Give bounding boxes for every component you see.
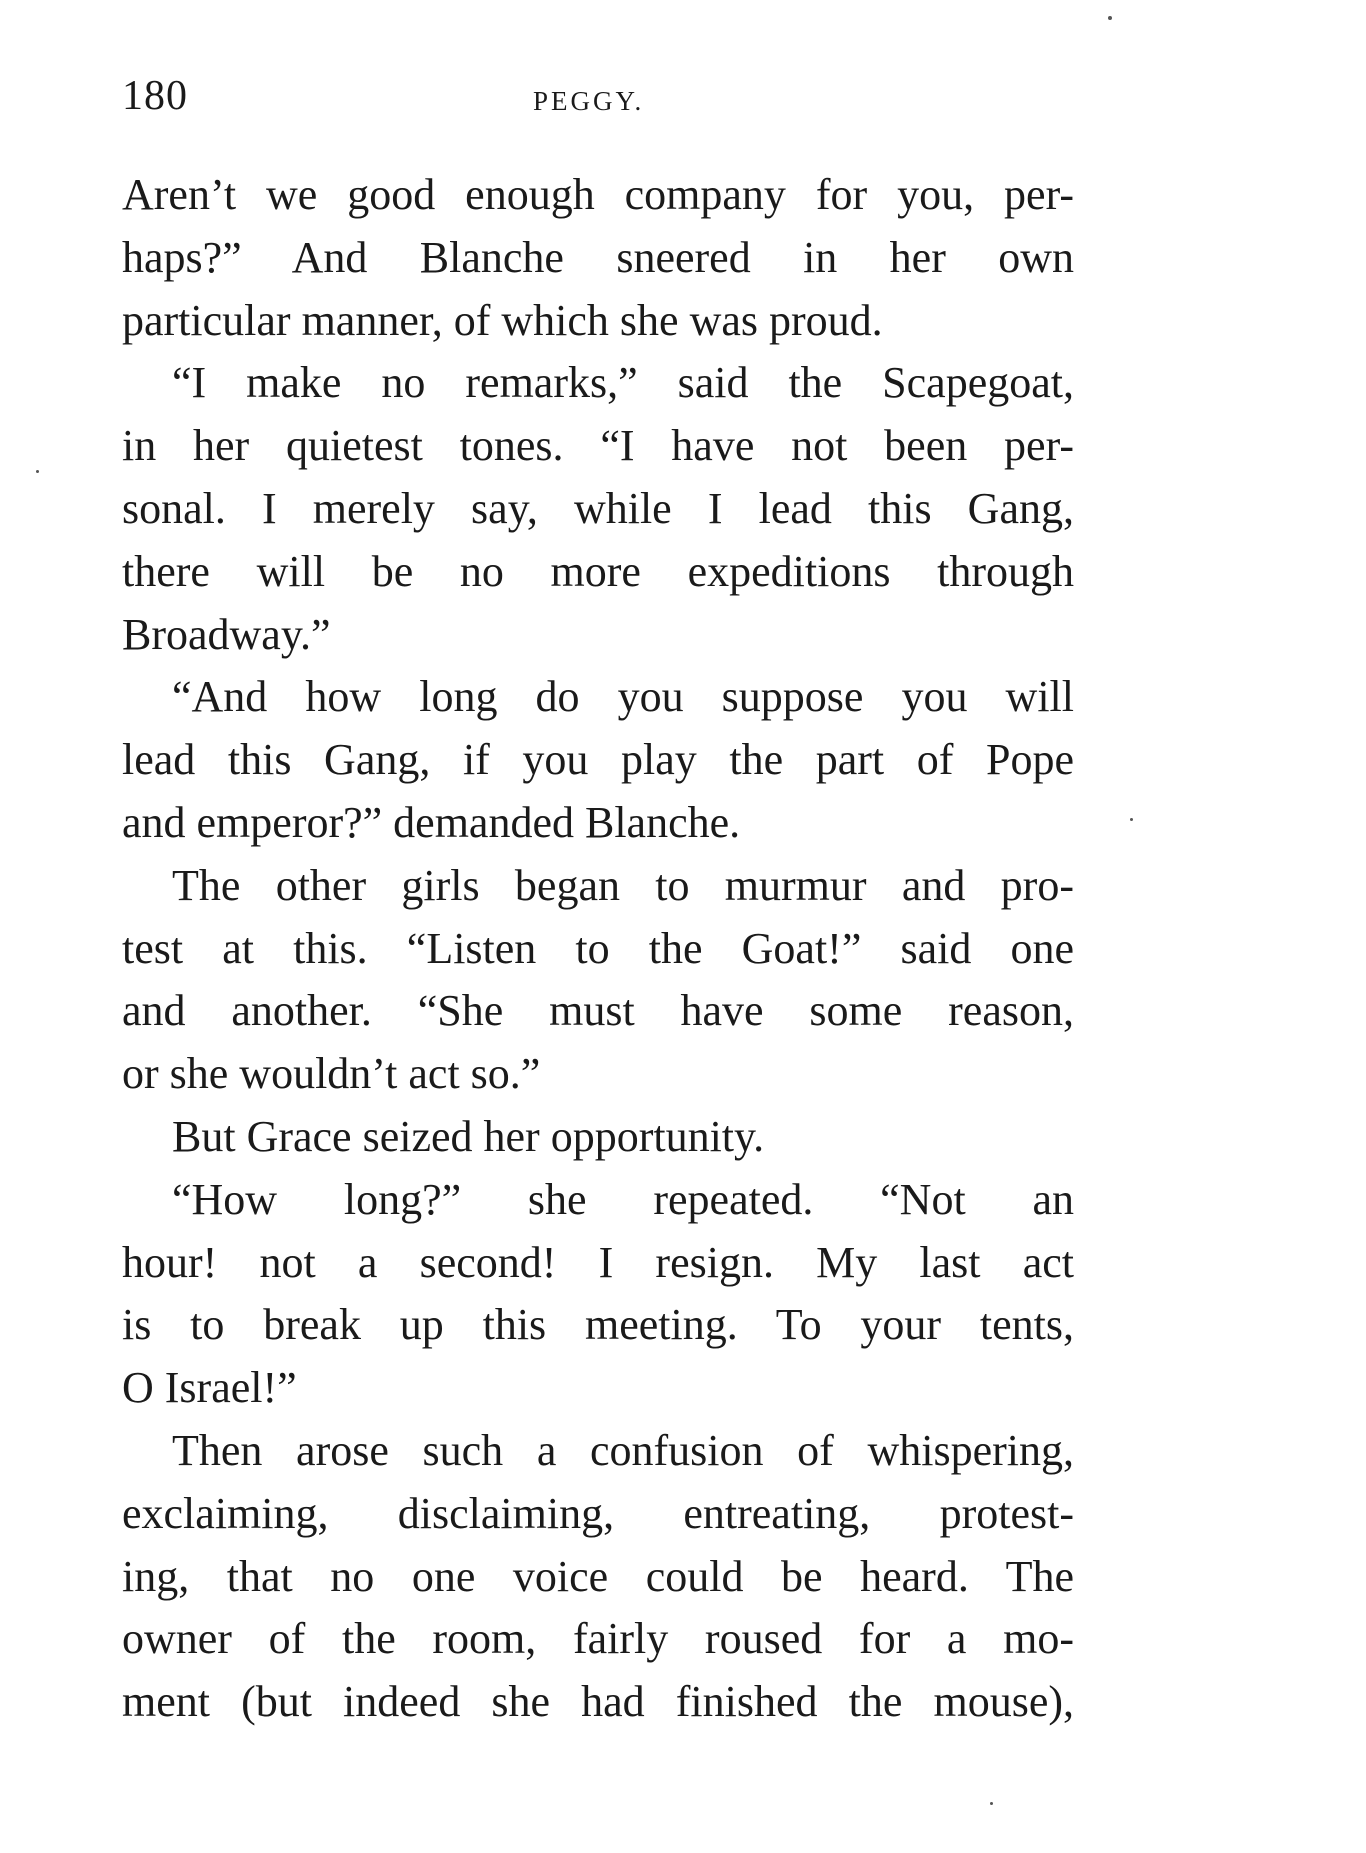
- text-line: lead this Gang, if you play the part of Pope: [122, 735, 1074, 785]
- page-header: [122, 72, 1072, 132]
- text-line: “I make no remarks,” said the Scapegoat,: [172, 358, 1074, 408]
- text-line: and emperor?” demanded Blanche.: [122, 797, 741, 847]
- text-line: “And how long do you suppose you will: [172, 672, 1074, 722]
- page-number: 180: [122, 73, 188, 119]
- text-line: is to break up this meeting. To your tents,: [122, 1300, 1074, 1350]
- text-line: But Grace seized her opportunity.: [172, 1111, 765, 1161]
- text-line: exclaiming, disclaiming, entreating, protest-: [122, 1488, 1074, 1538]
- text-line: The other girls began to murmur and pro-: [172, 860, 1074, 910]
- scan-speck: [1130, 818, 1133, 821]
- text-line: haps?” And Blanche sneered in her own: [122, 232, 1074, 282]
- scan-speck: [36, 470, 39, 473]
- text-line: hour! not a second! I resign. My last act: [122, 1237, 1074, 1287]
- text-line: there will be no more expeditions through: [122, 546, 1074, 596]
- text-line: particular manner, of which she was proud.: [122, 295, 883, 345]
- text-line: owner of the room, fairly roused for a mo-: [122, 1614, 1074, 1664]
- text-line: ing, that no one voice could be heard. The: [122, 1551, 1074, 1601]
- text-line: “How long?” she repeated. “Not an: [172, 1174, 1074, 1224]
- text-line: or she wouldn’t act so.”: [122, 1049, 541, 1099]
- text-line: sonal. I merely say, while I lead this Gang,: [122, 483, 1074, 533]
- scan-speck: [990, 1802, 993, 1805]
- body-text: [122, 164, 1074, 1734]
- text-line: and another. “She must have some reason,: [122, 986, 1074, 1036]
- running-title: PEGGY.: [533, 86, 645, 116]
- text-line: test at this. “Listen to the Goat!” said one: [122, 923, 1074, 973]
- text-line: ment (but indeed she had finished the mouse),: [122, 1677, 1074, 1727]
- text-line: Broadway.”: [122, 609, 331, 659]
- text-line: O Israel!”: [122, 1363, 297, 1413]
- text-line: in her quietest tones. “I have not been per-: [122, 421, 1074, 471]
- text-line: Then arose such a confusion of whispering,: [172, 1425, 1074, 1475]
- scan-speck: [1108, 16, 1112, 20]
- text-line: Aren’t we good enough company for you, per-: [122, 170, 1074, 219]
